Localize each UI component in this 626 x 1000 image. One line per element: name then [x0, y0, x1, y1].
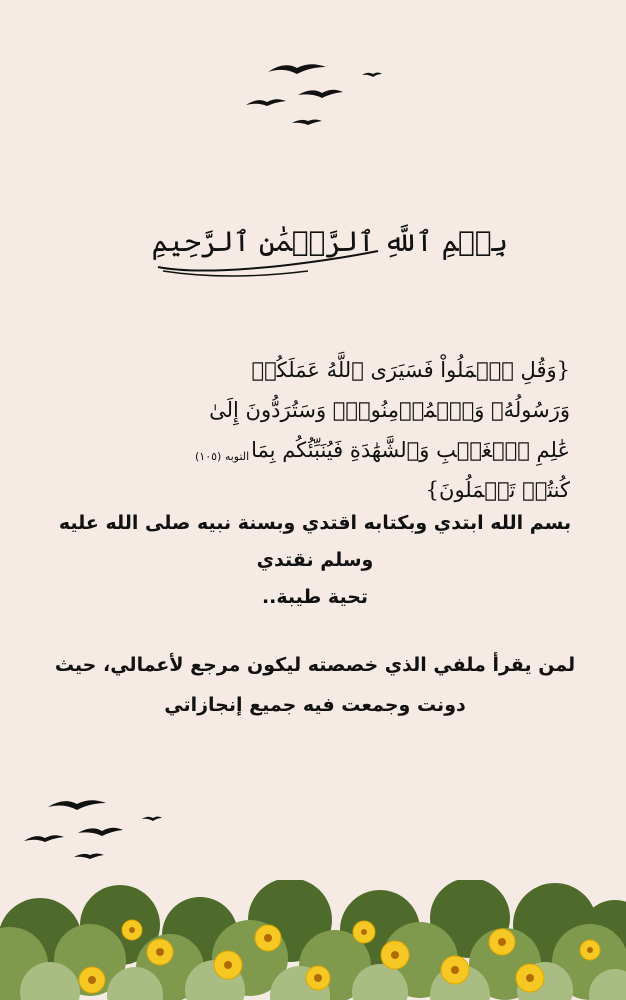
birds-top-icon [240, 55, 390, 130]
basmala [138, 215, 518, 295]
flower-bush-decoration-icon [0, 880, 626, 1000]
intro-line-2: وسلم نقتدي [256, 549, 374, 571]
intro-line-1: بسم الله ابتدي وبكتابه اقتدي وبسنة نبيه صلى الله عليه [58, 512, 572, 534]
verse-reference: التوبه (١٠٥) [195, 450, 250, 463]
basmala-text: بِسۡمِ ٱللَّهِ ٱلرَّحۡمَٰنِ ٱلرَّحِيمِ [151, 225, 508, 258]
intro-text [40, 505, 590, 616]
birds-bottom-icon [20, 795, 170, 865]
purpose-text [40, 645, 590, 725]
quran-verse: {وَقُلِ ٱعۡمَلُواْ فَسَيَرَى ٱللَّهُ عَمَلَكُمۡ وَرَسُولُهُۥ وَٱلۡمُؤۡمِنُونَۖ وَسَتُرَدُّونَ إِلَىٰ عَٰلِمِ ٱلۡغَيۡبِ وَٱلشَّهَٰدَةِ فَيُنَبِّئُكُم بِمَا كُنتُمۡ تَعۡمَلُونَ} [209, 358, 570, 502]
intro-line-3: تحية طيبة.. [261, 586, 369, 608]
purpose-line-2: دونت وجمعت فيه جميع إنجازاتي [164, 694, 466, 716]
purpose-line-1: لمن يقرأ ملفي الذي خصصته ليكون مرجع لأعمالي، حيث [54, 654, 576, 676]
